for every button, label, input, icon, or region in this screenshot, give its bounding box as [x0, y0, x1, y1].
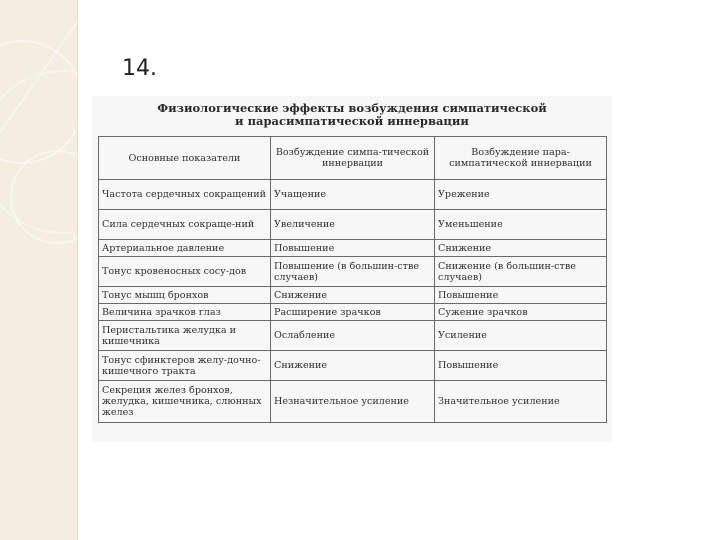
cell-sympathetic: Снижение	[271, 287, 435, 304]
cell-parasympathetic: Снижение	[435, 240, 607, 257]
cell-sympathetic: Учащение	[271, 180, 435, 210]
cell-indicator: Секреция желез бронхов, желудка, кишечника, слюнных желез	[99, 381, 271, 423]
header-indicators: Основные показатели	[99, 137, 271, 180]
cell-sympathetic: Повышение (в большин-стве случаев)	[271, 257, 435, 287]
table-row	[99, 304, 607, 321]
physiology-table	[98, 136, 607, 423]
table-title	[92, 102, 612, 128]
cell-indicator: Величина зрачков глаз	[99, 304, 271, 321]
table-row	[99, 351, 607, 381]
cell-sympathetic: Незначительное усиление	[271, 381, 435, 423]
cell-parasympathetic: Снижение (в большин-стве случаев)	[435, 257, 607, 287]
table-row	[99, 210, 607, 240]
band-edge	[77, 0, 78, 540]
cell-parasympathetic: Уменьшение	[435, 210, 607, 240]
table-row	[99, 180, 607, 210]
scanned-table-image	[92, 96, 612, 442]
cell-indicator: Тонус сфинктеров желу-дочно-кишечного тракта	[99, 351, 271, 381]
cell-sympathetic: Снижение	[271, 351, 435, 381]
table-row	[99, 257, 607, 287]
table-header-row	[99, 137, 607, 180]
cell-indicator: Артериальное давление	[99, 240, 271, 257]
cell-parasympathetic: Повышение	[435, 287, 607, 304]
cell-indicator: Тонус мышц бронхов	[99, 287, 271, 304]
cell-parasympathetic: Значительное усиление	[435, 381, 607, 423]
cell-parasympathetic: Повышение	[435, 351, 607, 381]
cell-parasympathetic: Урежение	[435, 180, 607, 210]
cell-parasympathetic: Сужение зрачков	[435, 304, 607, 321]
cell-sympathetic: Расширение зрачков	[271, 304, 435, 321]
header-sympathetic: Возбуждение симпа-тической иннервации	[271, 137, 435, 180]
cell-parasympathetic: Усиление	[435, 321, 607, 351]
table-row	[99, 240, 607, 257]
cell-sympathetic: Увеличение	[271, 210, 435, 240]
cell-sympathetic: Повышение	[271, 240, 435, 257]
decorative-side-band	[0, 0, 78, 540]
table-row	[99, 321, 607, 351]
table-title-line-1: Физиологические эффекты возбуждения симпатической	[157, 101, 547, 115]
cell-indicator: Тонус кровеносных сосу-дов	[99, 257, 271, 287]
cell-indicator: Перистальтика желудка и кишечника	[99, 321, 271, 351]
cell-indicator: Частота сердечных сокращений	[99, 180, 271, 210]
cell-indicator: Сила сердечных сокраще-ний	[99, 210, 271, 240]
table-row	[99, 287, 607, 304]
table-title-line-2: и парасимпатической иннервации	[235, 114, 469, 128]
cell-sympathetic: Ослабление	[271, 321, 435, 351]
slide-number: 14.	[122, 56, 157, 81]
table-row	[99, 381, 607, 423]
header-parasympathetic: Возбуждение пара-симпатической иннервации	[435, 137, 607, 180]
